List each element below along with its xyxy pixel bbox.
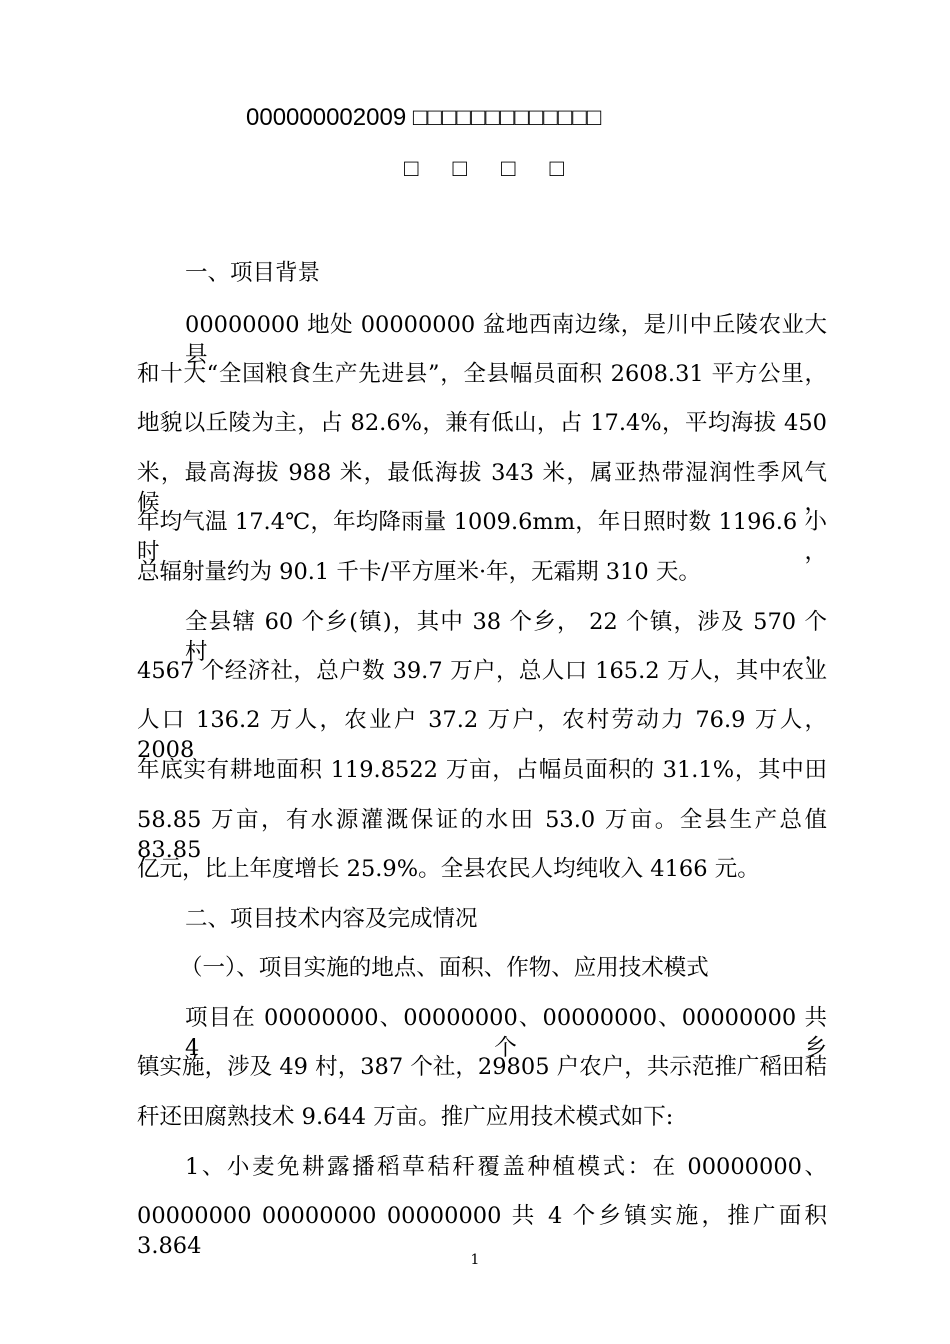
paragraph-line: 58.85 万亩，有水源灌溉保证的水田 53.0 万亩。全县生产总值 83.85 <box>137 807 827 863</box>
subsection-heading: （一）、项目实施的地点、面积、作物、应用技术模式 <box>180 955 709 981</box>
paragraph-line: 地貌以丘陵为主，占 82.6%，兼有低山，占 17.4%，平均海拔 450 <box>137 410 827 436</box>
paragraph-line: 秆还田腐熟技术 9.644 万亩。推广应用技术模式如下: <box>137 1104 674 1130</box>
document-subtitle: □□□□ <box>404 155 598 182</box>
paragraph-line: 00000000 地处 00000000 盆地西南边缘，是川中丘陵农业大县 <box>185 312 827 368</box>
paragraph-line: 人口 136.2 万人，农业户 37.2 万户，农村劳动力 76.9 万人，2008 <box>137 707 827 763</box>
paragraph-line: 总辐射量约为 90.1 千卡/平方厘米·年，无霜期 310 天。 <box>137 559 701 585</box>
paragraph-line: 和十大“全国粮食生产先进县”，全县幅员面积 2608.31 平方公里， <box>137 361 827 387</box>
paragraph-line: 项目在 00000000、00000000、00000000、00000000 共 4 个乡 <box>185 1005 827 1061</box>
paragraph-line: 年底实有耕地面积 119.8522 万亩，占幅员面积的 31.1%，其中田 <box>137 757 827 783</box>
section-heading: 二、项目技术内容及完成情况 <box>185 906 478 932</box>
paragraph-line: 米，最高海拔 988 米，最低海拔 343 米，属亚热带湿润性季风气候， <box>137 460 827 516</box>
paragraph-line: 年均气温 17.4℃，年均降雨量 1009.6mm，年日照时数 1196.6 小时， <box>137 509 827 565</box>
paragraph-line: 4567 个经济社，总户数 39.7 万户，总人口 165.2 万人，其中农业 <box>137 658 827 684</box>
paragraph-line: 1、小麦免耕露播稻草秸秆覆盖种植模式：在 00000000、 <box>185 1154 827 1180</box>
paragraph-line: 镇实施，涉及 49 村，387 个社，29805 户农户，共示范推广稻田秸 <box>137 1054 827 1080</box>
section-heading: 一、项目背景 <box>185 260 321 286</box>
page-number: 1 <box>470 1252 480 1268</box>
document-title: 000000002009 □□□□□□□□□□□□□ <box>246 104 602 131</box>
paragraph-line: 亿元，比上年度增长 25.9%。全县农民人均纯收入 4166 元。 <box>137 856 760 882</box>
paragraph-line: 00000000 00000000 00000000 共 4 个乡镇实施，推广面积 3.864 <box>137 1203 827 1259</box>
paragraph-line: 全县辖 60 个乡(镇)，其中 38 个乡， 22 个镇，涉及 570 个村， <box>185 609 827 665</box>
